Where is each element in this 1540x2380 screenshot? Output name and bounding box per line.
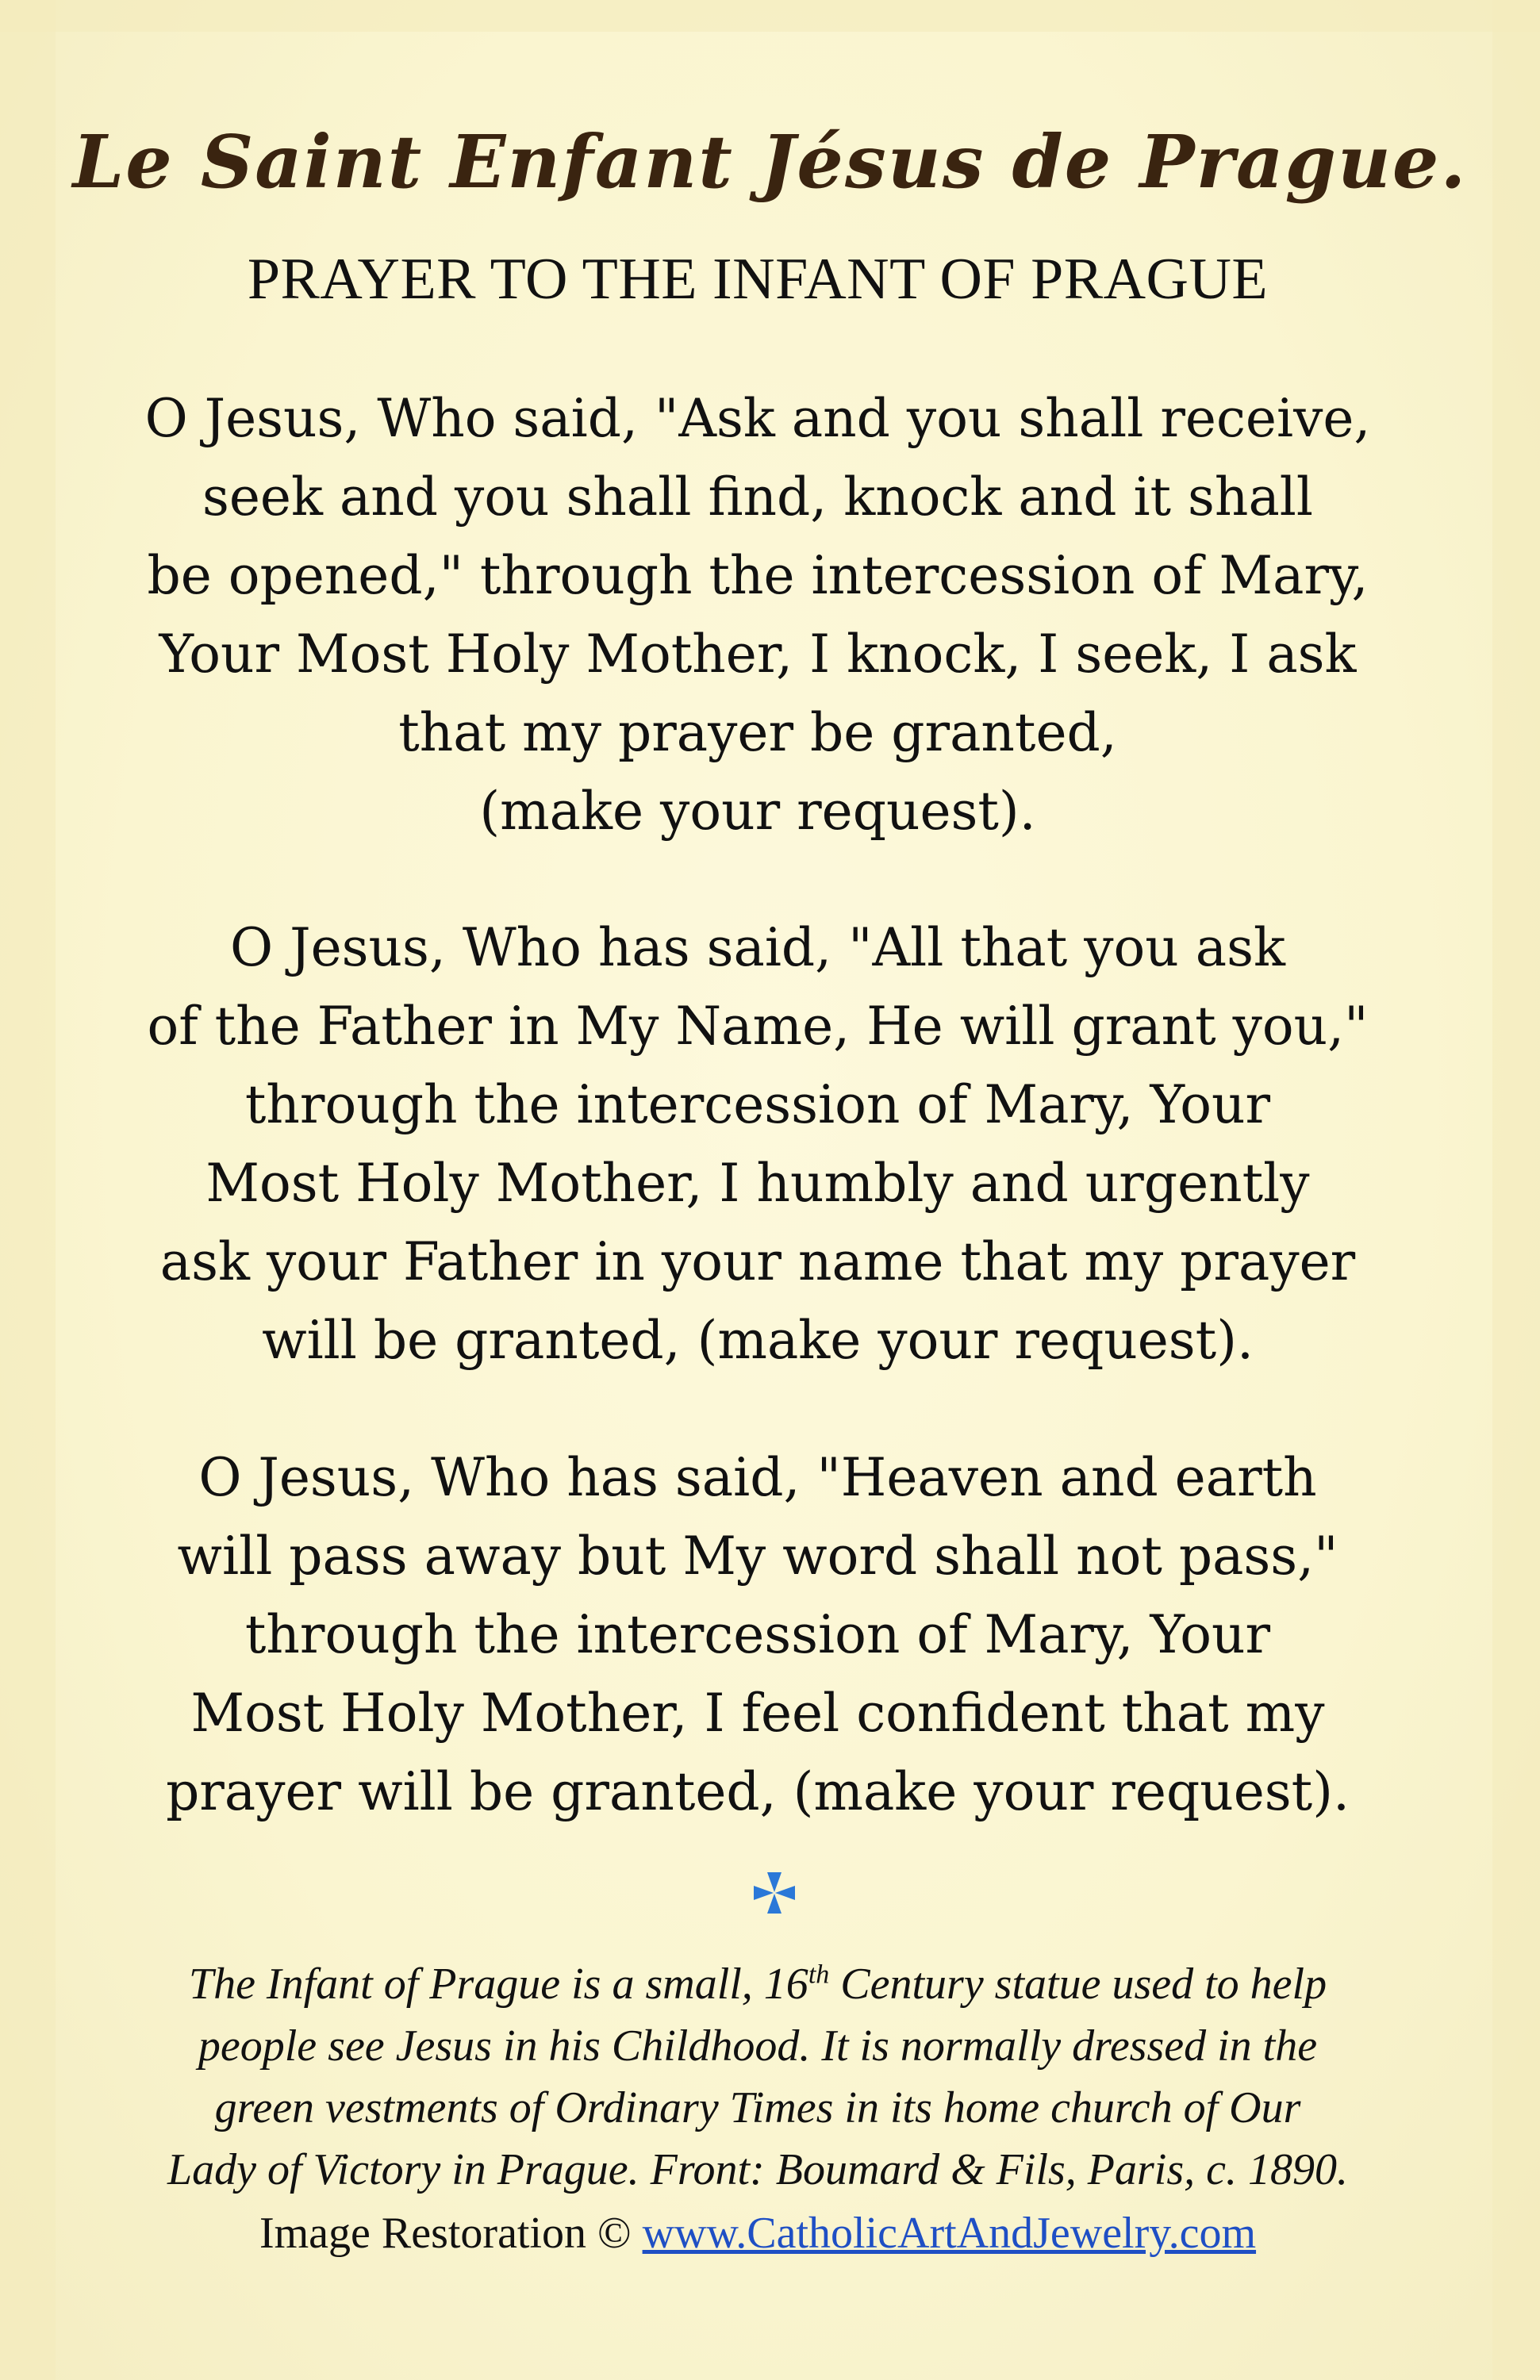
prayer-line: that my prayer be granted, (398, 702, 1117, 763)
footnote-text: Century statue used to help (829, 1960, 1327, 2009)
prayer-line: prayer will be granted, (make your request). (166, 1761, 1350, 1822)
maltese-cross-icon (752, 1871, 797, 1915)
paper-edge-top (0, 0, 1540, 32)
prayer-paragraph-3 (0, 1438, 1515, 1831)
prayer-paragraph-2 (0, 908, 1515, 1380)
website-link[interactable]: www.CatholicArtAndJewelry.com (642, 2209, 1257, 2258)
prayer-line: Your Most Holy Mother, I knock, I seek, I ask (159, 624, 1357, 685)
credit-label: Image Restoration © (259, 2209, 643, 2258)
prayer-line: seek and you shall find, knock and it shall (202, 466, 1314, 528)
prayer-paragraph-1 (0, 379, 1515, 850)
prayer-line: will be granted, (make your request). (262, 1310, 1254, 1371)
credit-line (0, 2202, 1515, 2264)
ordinal-suffix: th (808, 1960, 830, 1990)
footnote-text: The Infant of Prague is a small, 16 (188, 1960, 808, 2009)
prayer-line: Most Holy Mother, I humbly and urgently (205, 1153, 1310, 1214)
footnote-line: green vestments of Ordinary Times in its home church of Our (214, 2083, 1301, 2132)
prayer-line: will pass away but My word shall not pass," (177, 1526, 1338, 1587)
page-title: PRAYER TO THE INFANT OF PRAGUE (247, 247, 1269, 312)
prayer-line: Most Holy Mother, I feel confident that my (190, 1683, 1325, 1744)
prayer-line: through the intercession of Mary, Your (244, 1074, 1271, 1135)
prayer-line: ask your Father in your name that my prayer (159, 1231, 1356, 1292)
french-title: Le Saint Enfant Jésus de Prague. (72, 119, 1468, 205)
prayer-line: O Jesus, Who has said, "Heaven and earth (198, 1447, 1317, 1508)
footnote-line (0, 1953, 1515, 2015)
footnote (0, 1953, 1515, 2201)
footnote-line: people see Jesus in his Childhood. It is normally dressed in the (198, 2021, 1318, 2071)
prayer-line: through the intercession of Mary, Your (244, 1604, 1271, 1665)
prayer-line: O Jesus, Who said, "Ask and you shall receive, (144, 388, 1371, 449)
footnote-line: Lady of Victory in Prague. Front: Boumard & Fils, Paris, c. 1890. (167, 2145, 1349, 2194)
prayer-line: (make your request). (479, 781, 1036, 842)
prayer-line: of the Father in My Name, He will grant you," (147, 996, 1369, 1057)
prayer-line: be opened," through the intercession of Mary, (147, 545, 1369, 606)
prayer-line: O Jesus, Who has said, "All that you ask (230, 917, 1285, 978)
